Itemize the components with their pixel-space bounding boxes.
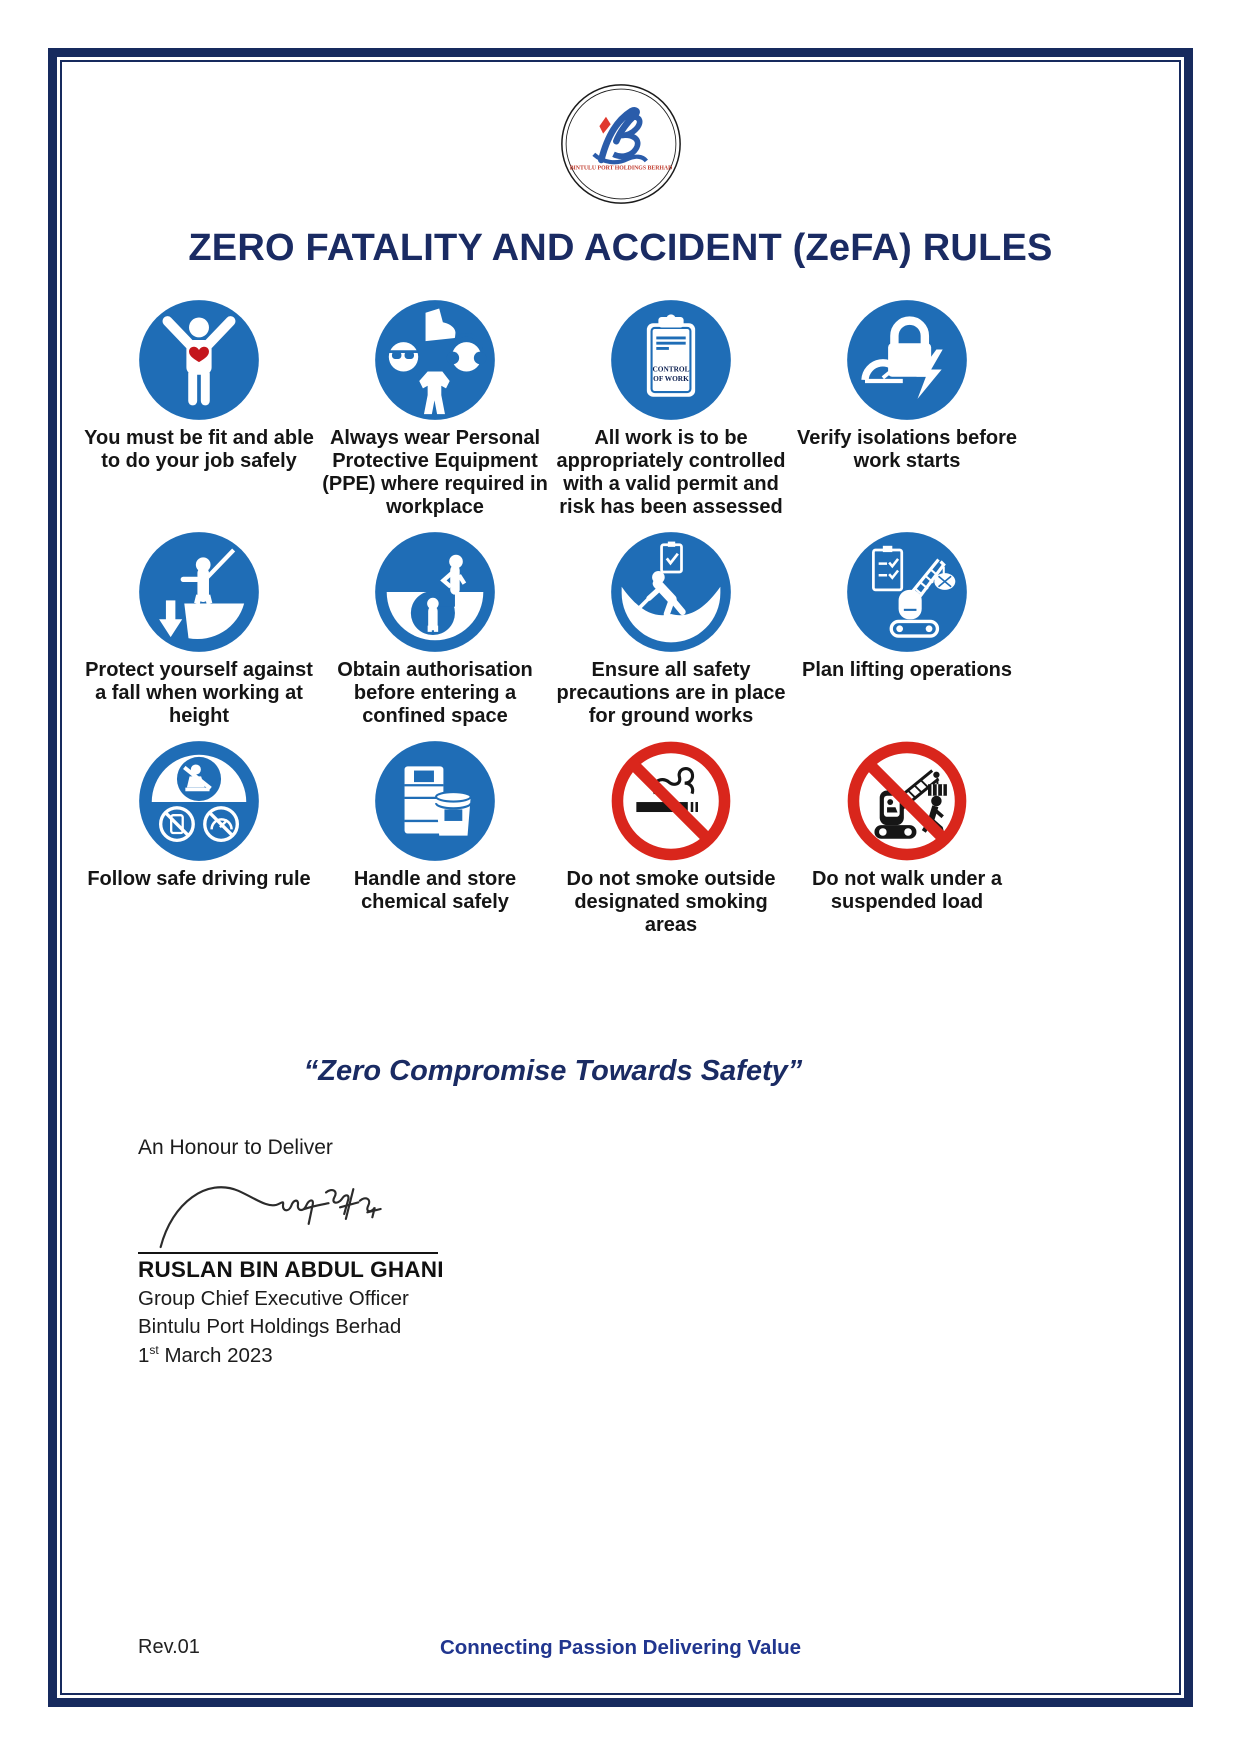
rule-cell: [317, 529, 553, 728]
rule-cell: [317, 738, 553, 937]
rule-caption: Protect yourself against a fall when working at height: [85, 658, 313, 727]
page-title: ZERO FATALITY AND ACCIDENT (ZeFA) RULES: [188, 227, 1053, 269]
control-of-work-label-2: OF WORK: [653, 373, 689, 383]
signatory-role: Group Chief Executive Officer: [138, 1286, 409, 1310]
rule-caption: All work is to be appropriately controlled with a valid permit and risk has been assessed: [556, 426, 786, 518]
rule-cell: [789, 297, 1025, 519]
lifting-plan-icon: [844, 529, 970, 655]
fit-for-duty-icon: [136, 297, 262, 423]
rule-caption: Plan lifting operations: [801, 658, 1012, 681]
poster-footer: [63, 1636, 1178, 1664]
rule-caption: Do not smoke outside designated smoking areas: [566, 867, 776, 936]
chemical-handling-icon: [372, 738, 498, 864]
rule-cell: [553, 738, 789, 937]
control-of-work-label-1: CONTROL: [652, 364, 690, 374]
rule-caption: Handle and store chemical safely: [353, 867, 517, 913]
safety-motto-quote: “Zero Compromise Towards Safety”: [303, 1054, 803, 1087]
date-day: 1: [138, 1343, 150, 1367]
signature-line: [138, 1252, 438, 1254]
logo-org-text: BINTULU PORT HOLDINGS BERHAD: [569, 165, 672, 172]
poster-content: [63, 63, 1178, 1692]
ground-works-icon: [608, 529, 734, 655]
date-ordinal: st: [149, 1342, 159, 1357]
company-logo: [560, 83, 682, 205]
rule-caption: Obtain authorisation before entering a confined space: [337, 658, 533, 727]
rule-caption: Verify isolations before work starts: [796, 426, 1018, 472]
isolation-lock-icon: [844, 297, 970, 423]
revision-label: Rev.01: [138, 1636, 200, 1658]
rule-cell: [81, 738, 317, 937]
company-slogan: Connecting Passion Delivering Value: [439, 1636, 802, 1659]
bintulu-port-logo-icon: [560, 83, 682, 205]
signature-date: [138, 1343, 478, 1368]
rule-cell: [553, 529, 789, 728]
signatory-name: RUSLAN BIN ABDUL GHANI: [138, 1256, 444, 1282]
date-month-year: March 2023: [158, 1343, 273, 1367]
signature-block: [138, 1136, 478, 1368]
ppe-icon: [372, 297, 498, 423]
fall-protection-icon: [136, 529, 262, 655]
rule-cell: [789, 738, 1025, 937]
signatory-company: Bintulu Port Holdings Berhad: [138, 1314, 402, 1338]
signature-tagline: An Honour to Deliver: [138, 1135, 333, 1159]
rule-cell: [553, 297, 789, 519]
rule-caption: Ensure all safety precautions are in place for ground works: [556, 658, 786, 727]
no-smoking-icon: [608, 738, 734, 864]
rule-caption: Always wear Personal Protective Equipment (PPE) where required in workplace: [322, 426, 548, 518]
no-walk-under-load-icon: [844, 738, 970, 864]
rules-grid: [81, 297, 1178, 937]
signature-scrawl-icon: [138, 1166, 438, 1252]
confined-space-icon: [372, 529, 498, 655]
rule-caption: You must be fit and able to do your job safely: [84, 426, 314, 472]
rule-cell: [81, 297, 317, 519]
control-of-work-icon: [608, 297, 734, 423]
rule-caption: Do not walk under a suspended load: [811, 867, 1003, 913]
rule-caption: Follow safe driving rule: [87, 867, 311, 890]
rule-cell: [789, 529, 1025, 728]
safe-driving-icon: [136, 738, 262, 864]
rule-cell: [317, 297, 553, 519]
rule-cell: [81, 529, 317, 728]
